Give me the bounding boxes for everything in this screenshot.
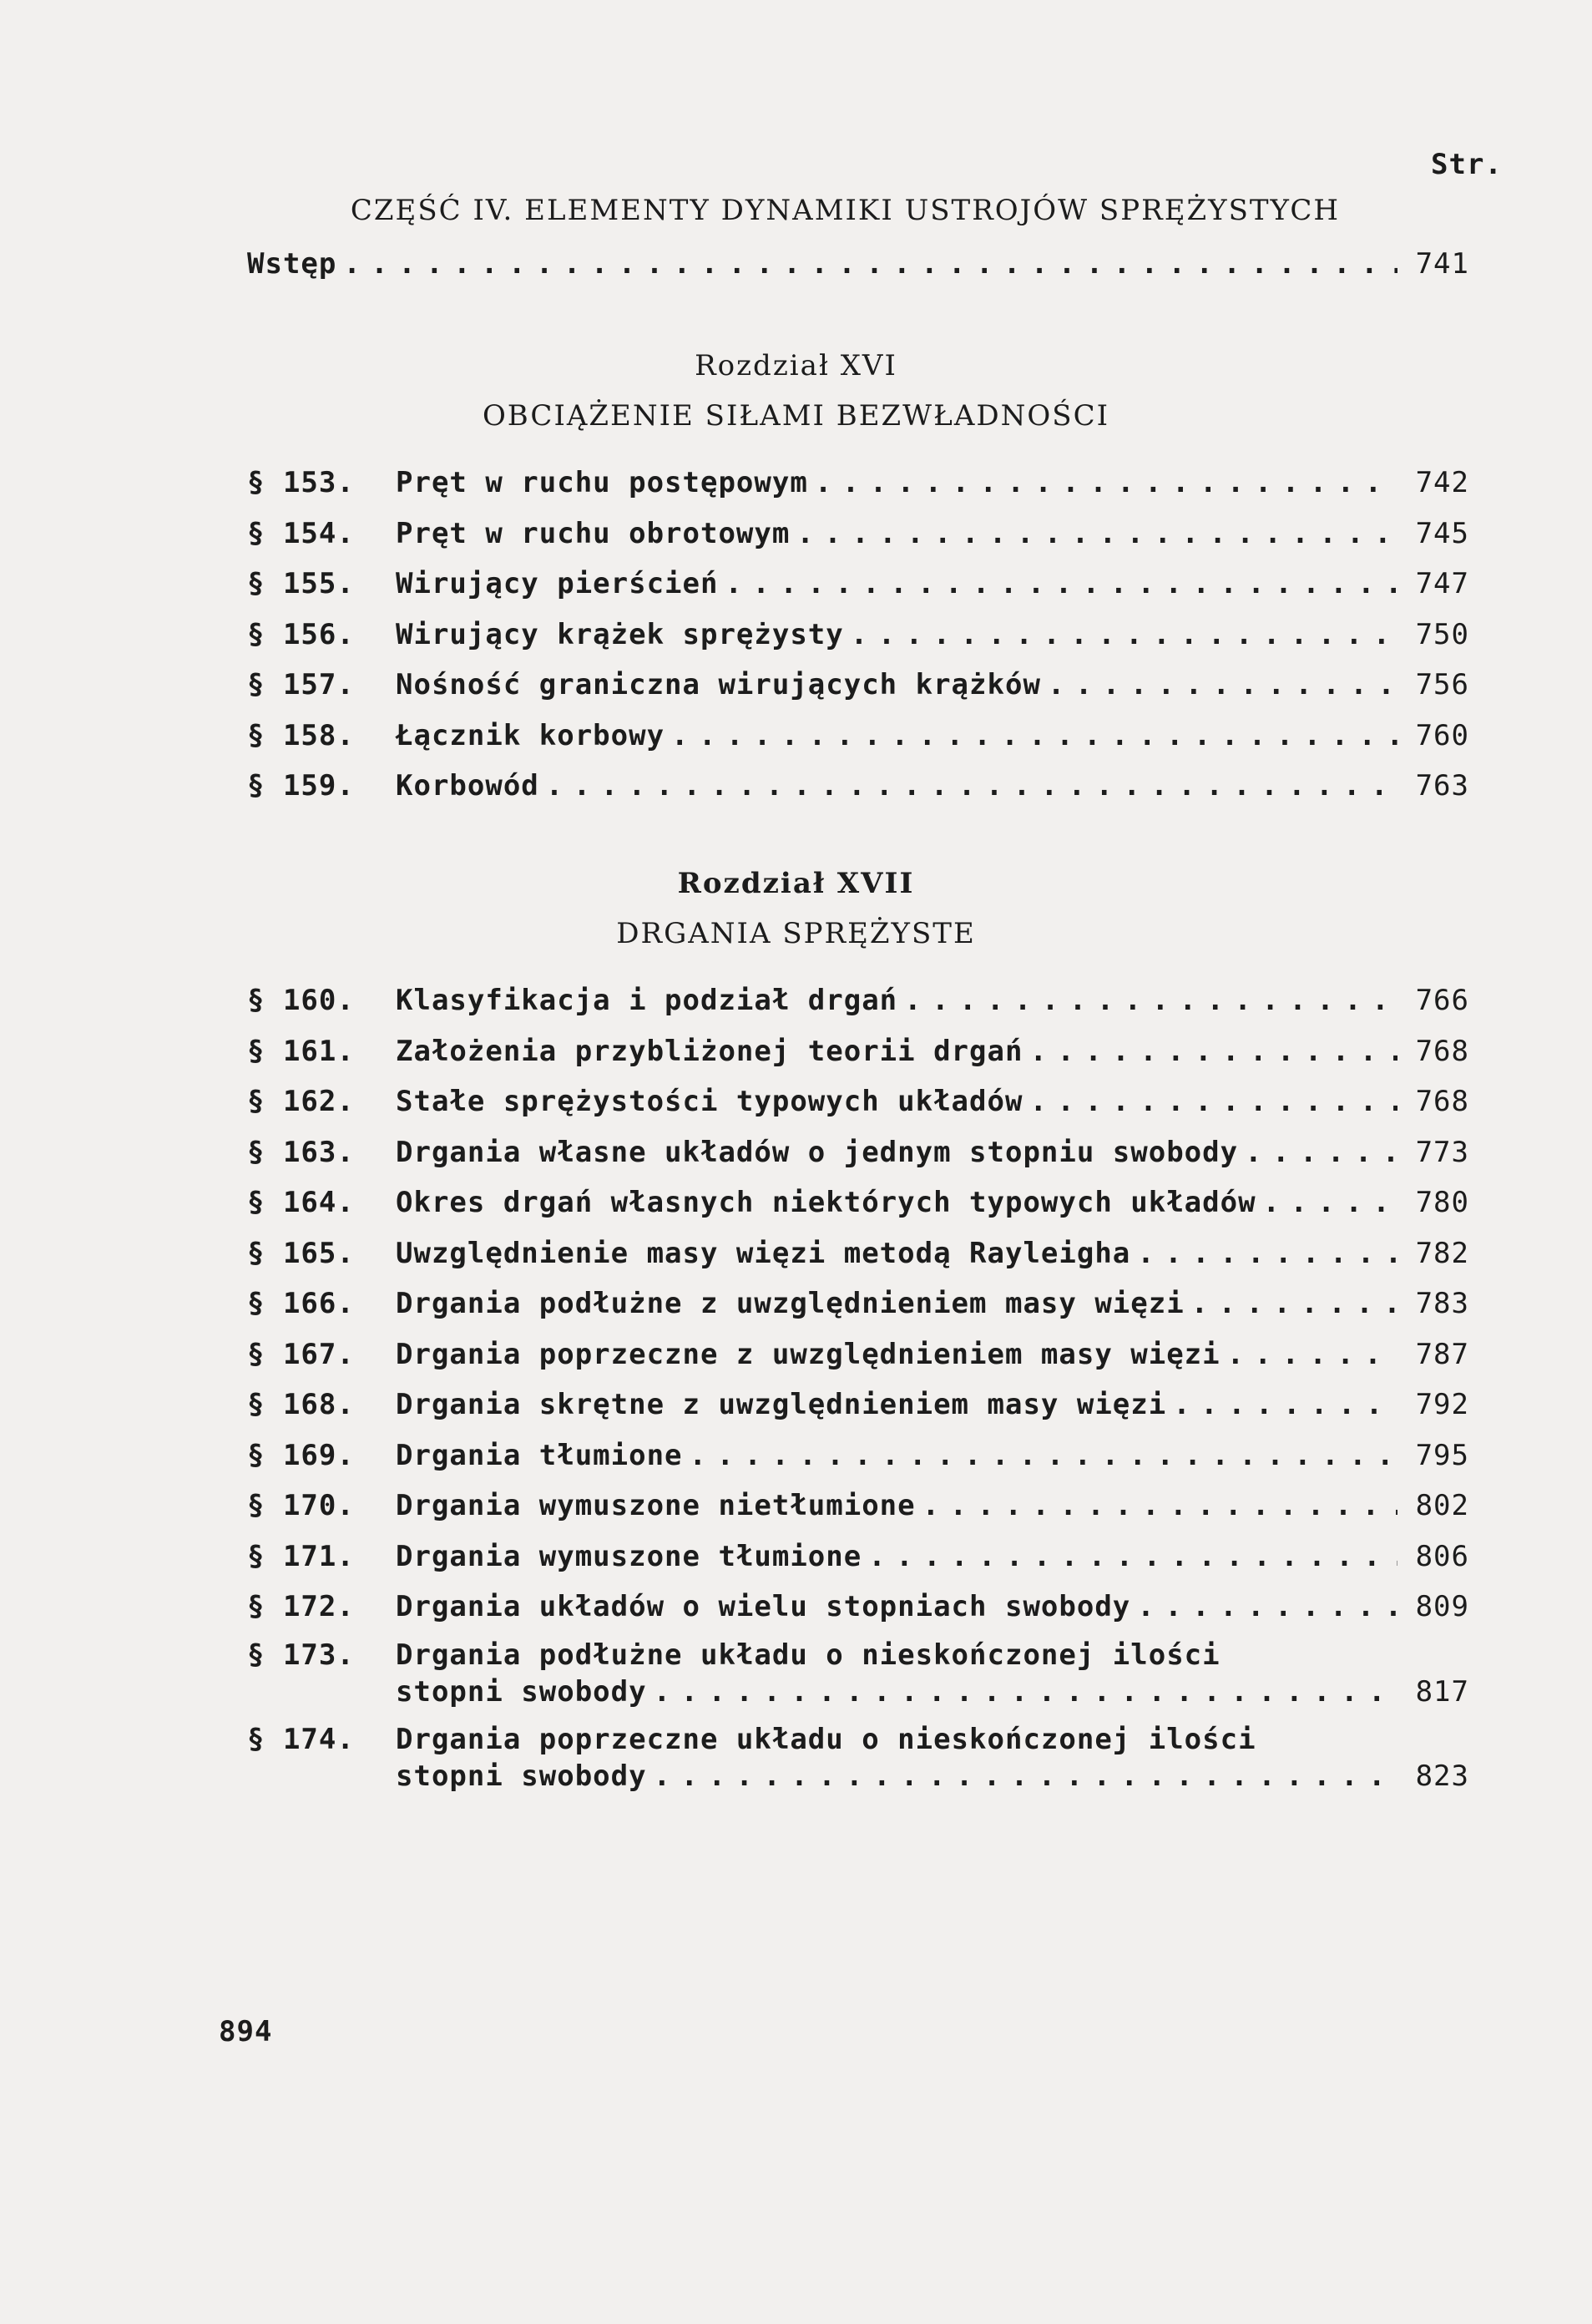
section-number: § 154. — [247, 516, 355, 550]
part-title: CZĘŚĆ IV. ELEMENTY DYNAMIKI USTROJÓW SPRĘŻYSTYCH — [350, 194, 1341, 227]
toc-entry — [247, 1388, 1469, 1425]
leader-dots — [1191, 1287, 1397, 1320]
leader-dots — [815, 466, 1397, 499]
section-number: § 162. — [247, 1085, 355, 1118]
section-number: § 166. — [247, 1287, 355, 1320]
section-number: § 156. — [247, 617, 355, 651]
page-column-label: Str. — [1431, 148, 1503, 181]
section-number: § 165. — [247, 1236, 355, 1270]
toc-entry-title: Wirujący krążek sprężysty — [396, 617, 844, 651]
toc-entry-page: 809 — [1415, 1590, 1469, 1623]
toc-entry — [247, 1590, 1469, 1627]
chapter-16-label: Rozdział XVI — [695, 349, 897, 382]
toc-entry-page: 792 — [1415, 1388, 1469, 1421]
section-number: § 164. — [247, 1186, 355, 1219]
leader-dots — [671, 719, 1397, 752]
toc-entry-page: 795 — [1415, 1438, 1469, 1472]
toc-entry-title: Drgania wymuszone tłumione — [396, 1539, 862, 1573]
toc-entry — [247, 1085, 1469, 1121]
toc-entry-title: Pręt w ruchu postępowym — [396, 466, 808, 499]
toc-entry-title-cont: stopni swobody — [396, 1759, 647, 1793]
leader-dots — [1245, 1136, 1397, 1169]
section-number: § 167. — [247, 1337, 355, 1371]
toc-entry — [247, 719, 1469, 756]
leader-dots — [1173, 1388, 1397, 1421]
leader-dots — [1263, 1186, 1397, 1219]
toc-entry-page: 747 — [1415, 567, 1469, 600]
leader-dots — [725, 567, 1397, 600]
toc-entry-page: 817 — [1415, 1675, 1469, 1709]
toc-entry-page: 766 — [1415, 984, 1469, 1017]
toc-entry-page: 745 — [1415, 516, 1469, 550]
toc-entry-title: Uwzględnienie masy więzi metodą Rayleigha — [396, 1236, 1131, 1270]
toc-entry-title: Okres drgań własnych niektórych typowych układów — [396, 1186, 1256, 1219]
leader-dots — [1029, 1085, 1397, 1118]
toc-entry — [247, 1186, 1469, 1223]
toc-entry-page: 787 — [1415, 1337, 1469, 1371]
chapter-17-title: DRGANIA SPRĘŻYSTE — [616, 917, 976, 950]
toc-entry-title: Drgania wymuszone nietłumione — [396, 1489, 916, 1522]
leader-dots — [546, 769, 1397, 803]
toc-entry-intro — [247, 247, 1469, 284]
page-number: 894 — [219, 2015, 273, 2048]
toc-entry-title: Wirujący pierścień — [396, 567, 719, 600]
toc-entry-title-cont: stopni swobody — [396, 1675, 647, 1709]
chapter-16-title: OBCIĄŻENIE SIŁAMI BEZWŁADNOŚCI — [482, 399, 1110, 433]
toc-entry-page: 806 — [1415, 1539, 1469, 1573]
toc-entry — [247, 1540, 1469, 1577]
toc-entry-page: 742 — [1415, 466, 1469, 499]
toc-entry-page: 773 — [1415, 1135, 1469, 1169]
toc-entry — [247, 618, 1469, 655]
toc-entry — [247, 1035, 1469, 1071]
toc-entry-page: 780 — [1415, 1186, 1469, 1219]
leader-dots — [1227, 1338, 1397, 1371]
leader-dots — [1048, 668, 1397, 701]
toc-entry-title: Nośność graniczna wirujących krążków — [396, 668, 1041, 701]
leader-dots — [922, 1489, 1397, 1522]
leader-dots — [1137, 1590, 1397, 1623]
toc-entry-title: Drgania skrętne z uwzględnieniem masy więzi — [396, 1388, 1167, 1421]
section-number: § 157. — [247, 668, 355, 701]
toc-entry-page: 768 — [1415, 1034, 1469, 1068]
toc-entry-title: Drgania poprzeczne z uwzględnieniem masy więzi — [396, 1337, 1221, 1371]
leader-dots — [904, 984, 1397, 1017]
toc-entry-title: Drgania tłumione — [396, 1438, 683, 1472]
section-number: § 172. — [247, 1590, 355, 1623]
leader-dots — [654, 1759, 1397, 1793]
toc-entry-multiline — [247, 1638, 1469, 1712]
leader-dots — [654, 1675, 1397, 1709]
toc-entry — [247, 984, 1469, 1020]
toc-entry — [247, 769, 1469, 806]
toc-entry-page: 741 — [1415, 247, 1469, 281]
section-number: § 158. — [247, 718, 355, 752]
toc-entry — [247, 668, 1469, 705]
toc-entry-page: 756 — [1415, 668, 1469, 701]
toc-entry — [247, 567, 1469, 604]
toc-entry-title: Drgania podłużne układu o nieskończonej ilości — [396, 1638, 1221, 1672]
toc-entry — [247, 1237, 1469, 1273]
section-number: § 169. — [247, 1438, 355, 1472]
toc-entry-page: 763 — [1415, 769, 1469, 803]
section-number: § 168. — [247, 1388, 355, 1421]
section-number: § 160. — [247, 984, 355, 1017]
section-number: § 155. — [247, 567, 355, 600]
section-number: § 163. — [247, 1135, 355, 1169]
toc-entry-title: Wstęp — [247, 247, 337, 281]
toc-entry-multiline — [247, 1723, 1469, 1796]
toc-entry-page: 783 — [1415, 1287, 1469, 1320]
toc-entry-title: Stałe sprężystości typowych układów — [396, 1085, 1023, 1118]
leader-dots — [868, 1540, 1397, 1573]
toc-entry — [247, 1439, 1469, 1476]
toc-entry — [247, 1489, 1469, 1526]
toc-entry-title: Założenia przybliżonej teorii drgań — [396, 1034, 1023, 1068]
toc-entry — [247, 1136, 1469, 1172]
toc-entry-title: Łącznik korbowy — [396, 718, 665, 752]
toc-entry-page: 760 — [1415, 718, 1469, 752]
toc-entry-page: 823 — [1415, 1759, 1469, 1793]
toc-entry — [247, 1338, 1469, 1375]
toc-entry-page: 782 — [1415, 1236, 1469, 1270]
section-number: § 159. — [247, 769, 355, 803]
section-number: § 161. — [247, 1034, 355, 1068]
chapter-17-label: Rozdział XVII — [677, 867, 915, 900]
toc-entry-title: Drgania własne układów o jednym stopniu swobody — [396, 1135, 1239, 1169]
leader-dots — [851, 618, 1397, 651]
toc-entry-title: Korbowód — [396, 769, 539, 803]
toc-entry-title: Klasyfikacja i podział drgań — [396, 984, 898, 1017]
toc-entry — [247, 466, 1469, 503]
section-number: § 153. — [247, 466, 355, 499]
leader-dots — [343, 247, 1397, 281]
toc-entry — [247, 517, 1469, 554]
toc-entry — [247, 1287, 1469, 1324]
toc-entry-title: Drgania podłużne z uwzględnieniem masy więzi — [396, 1287, 1185, 1320]
section-number: § 174. — [247, 1723, 355, 1756]
leader-dots — [1029, 1035, 1397, 1068]
toc-entry-title: Drgania układów o wielu stopniach swobody — [396, 1590, 1131, 1623]
toc-entry-page: 768 — [1415, 1085, 1469, 1118]
leader-dots — [796, 517, 1397, 550]
toc-entry-page: 750 — [1415, 617, 1469, 651]
section-number: § 170. — [247, 1489, 355, 1522]
toc-entry-title: Pręt w ruchu obrotowym — [396, 516, 791, 550]
leader-dots — [1137, 1237, 1397, 1270]
toc-entry-page: 802 — [1415, 1489, 1469, 1522]
section-number: § 171. — [247, 1539, 355, 1573]
section-number: § 173. — [247, 1638, 355, 1672]
leader-dots — [690, 1439, 1397, 1472]
toc-entry-title: Drgania poprzeczne układu o nieskończonej ilości — [396, 1723, 1256, 1756]
